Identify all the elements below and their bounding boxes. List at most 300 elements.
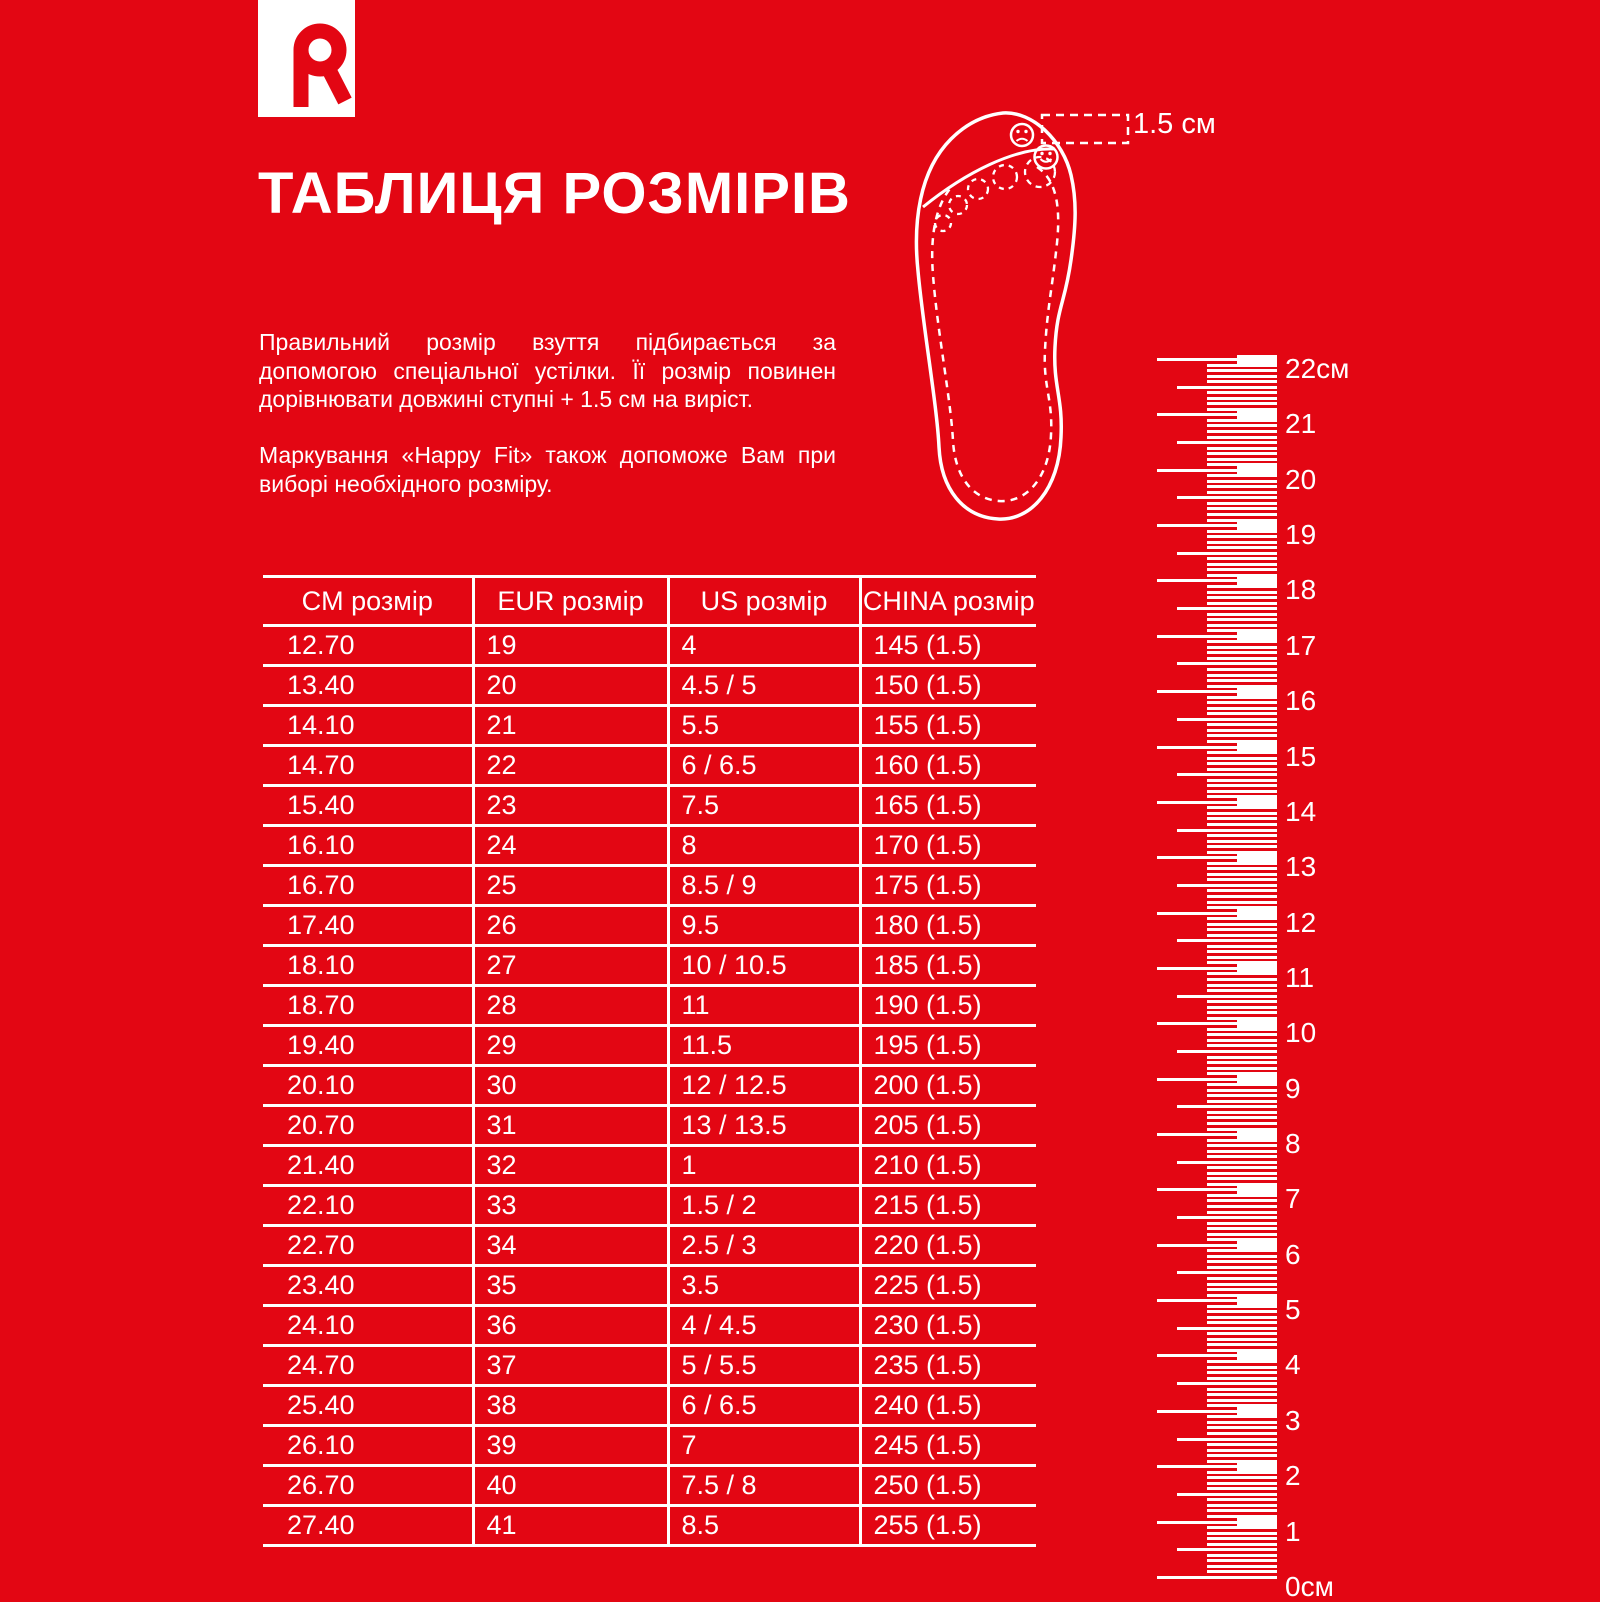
ruler-tick-mm — [1207, 1056, 1277, 1059]
table-cell: 4.5 / 5 — [668, 666, 860, 706]
ruler-tick-cm — [1157, 1299, 1237, 1302]
ruler-tick-mm — [1207, 1122, 1277, 1125]
table-cell: 22.10 — [263, 1186, 473, 1226]
ruler-tick-mm — [1207, 480, 1277, 483]
ruler-tick-mm — [1207, 507, 1277, 510]
table-cell: 6 / 6.5 — [668, 746, 860, 786]
table-cell: 27 — [473, 946, 668, 986]
ruler-tick-cm — [1157, 1188, 1237, 1191]
ruler-tick-mm — [1207, 1116, 1277, 1119]
ruler-tick-mm — [1207, 1509, 1277, 1512]
table-cell: 15.40 — [263, 786, 473, 826]
ruler-tick-cm — [1157, 524, 1237, 527]
table-cell: 25.40 — [263, 1386, 473, 1426]
table-cell: 205 (1.5) — [860, 1106, 1036, 1146]
ruler-tick-mm — [1207, 1343, 1277, 1346]
ruler-tick-mm — [1207, 1039, 1277, 1042]
table-cell: 19 — [473, 626, 668, 666]
ruler-tick-mm — [1207, 834, 1277, 837]
ruler-tick-mm — [1207, 557, 1277, 560]
table-row — [263, 1266, 1036, 1306]
ruler-tick-cm — [1157, 1354, 1237, 1357]
table-row — [263, 786, 1036, 826]
ruler-tick-mm — [1207, 657, 1277, 660]
ruler-tick-mm — [1207, 1543, 1277, 1546]
ruler-tick-halfcm — [1177, 441, 1277, 444]
table-cell: 160 (1.5) — [860, 746, 1036, 786]
ruler-tick-mm — [1207, 729, 1277, 732]
table-cell: 215 (1.5) — [860, 1186, 1036, 1226]
table-cell: 13 / 13.5 — [668, 1106, 860, 1146]
ruler-tick-mm — [1207, 452, 1277, 455]
ruler-tick-mm — [1207, 1199, 1277, 1202]
ruler-tick-mm — [1207, 541, 1277, 544]
ruler-tick-halfcm — [1177, 939, 1277, 942]
ruler-tick-mm — [1207, 1565, 1277, 1568]
ruler-label: 21 — [1285, 408, 1317, 440]
ruler-tick-halfcm — [1177, 1161, 1277, 1164]
ruler-tick-mm — [1207, 989, 1277, 992]
table-cell: 250 (1.5) — [860, 1466, 1036, 1506]
ruler-tick-cm — [1157, 1133, 1237, 1136]
table-cell: 23 — [473, 786, 668, 826]
ruler-tick-mm — [1207, 1471, 1277, 1474]
ruler-tick-cm — [1157, 801, 1237, 804]
ruler-tick-mm — [1207, 1155, 1277, 1158]
ruler-tick-mm — [1207, 1332, 1277, 1335]
ruler-tick-mm — [1207, 1487, 1277, 1490]
ruler-tick-mm — [1207, 1255, 1277, 1258]
table-cell: 16.70 — [263, 866, 473, 906]
ruler-tick-halfcm — [1177, 1438, 1277, 1441]
ruler-tick-mm — [1207, 613, 1277, 616]
ruler-tick-mm — [1207, 762, 1277, 765]
ruler-tick-halfcm — [1177, 1271, 1277, 1274]
ruler-tick-mm — [1207, 375, 1277, 378]
ruler-tick-mm — [1207, 1166, 1277, 1169]
table-cell: 22.70 — [263, 1226, 473, 1266]
ruler-tick-mm — [1207, 1094, 1277, 1097]
ruler-tick-mm — [1207, 397, 1277, 400]
ruler-tick-cm — [1157, 413, 1237, 416]
ruler-tick-mm — [1207, 1476, 1277, 1479]
ruler-tick-halfcm — [1177, 1105, 1277, 1108]
ruler-tick-mm — [1207, 679, 1277, 682]
table-cell: 7.5 / 8 — [668, 1466, 860, 1506]
table-cell: 17.40 — [263, 906, 473, 946]
column-header: CHINA розмір — [860, 577, 1036, 626]
ruler-tick-mm — [1207, 1227, 1277, 1230]
table-row — [263, 746, 1036, 786]
table-cell: 28 — [473, 986, 668, 1026]
ruler-tick-mm — [1207, 1222, 1277, 1225]
table-cell: 5 / 5.5 — [668, 1346, 860, 1386]
ruler-tick-mm — [1207, 369, 1277, 372]
table-row — [263, 1346, 1036, 1386]
ruler-tick-mm — [1207, 895, 1277, 898]
ruler-tick-mm — [1207, 419, 1277, 422]
ruler-tick-halfcm — [1177, 662, 1277, 665]
ruler-tick-mm — [1207, 1399, 1277, 1402]
ruler-tick-mm — [1207, 1498, 1277, 1501]
ruler-tick-mm — [1207, 491, 1277, 494]
table-cell: 20.10 — [263, 1066, 473, 1106]
ruler-tick-cm — [1157, 912, 1237, 915]
ruler-label: 13 — [1285, 851, 1317, 883]
ruler-tick-mm — [1207, 1570, 1277, 1573]
ruler-label: 3 — [1285, 1404, 1301, 1436]
ruler-tick-mm — [1207, 917, 1277, 920]
ruler-tick-mm — [1207, 1443, 1277, 1446]
table-cell: 8.5 / 9 — [668, 866, 860, 906]
table-cell: 230 (1.5) — [860, 1306, 1036, 1346]
ruler-tick-mm — [1207, 751, 1277, 754]
ruler-tick-mm — [1207, 845, 1277, 848]
ruler-tick-mm — [1207, 867, 1277, 870]
ruler-tick-cm — [1157, 1244, 1237, 1247]
ruler-tick-mm — [1207, 1033, 1277, 1036]
ruler-tick-mm — [1207, 1321, 1277, 1324]
table-row — [263, 866, 1036, 906]
ruler-tick-mm — [1207, 701, 1277, 704]
table-cell: 1.5 / 2 — [668, 1186, 860, 1226]
ruler-label: 22см — [1285, 353, 1350, 384]
table-cell: 240 (1.5) — [860, 1386, 1036, 1426]
ruler-tick-mm — [1207, 596, 1277, 599]
ruler-tick-mm — [1207, 817, 1277, 820]
ruler-tick-mm — [1207, 696, 1277, 699]
ruler-tick-mm — [1207, 790, 1277, 793]
table-cell: 8.5 — [668, 1506, 860, 1546]
ruler-tick-mm — [1207, 757, 1277, 760]
table-cell: 6 / 6.5 — [668, 1386, 860, 1426]
ruler-tick-mm — [1207, 1233, 1277, 1236]
table-cell: 185 (1.5) — [860, 946, 1036, 986]
table-row — [263, 1146, 1036, 1186]
table-cell: 150 (1.5) — [860, 666, 1036, 706]
ruler-tick-mm — [1207, 1426, 1277, 1429]
ruler-label: 16 — [1285, 685, 1317, 717]
table-cell: 190 (1.5) — [860, 986, 1036, 1026]
ruler-tick-mm — [1207, 585, 1277, 588]
ruler-tick-mm — [1207, 723, 1277, 726]
table-cell: 7.5 — [668, 786, 860, 826]
table-cell: 37 — [473, 1346, 668, 1386]
table-cell: 36 — [473, 1306, 668, 1346]
ruler-tick-mm — [1207, 1415, 1277, 1418]
ruler-tick-mm — [1207, 458, 1277, 461]
ruler-label: 18 — [1285, 574, 1317, 606]
table-cell: 3.5 — [668, 1266, 860, 1306]
table-cell: 14.70 — [263, 746, 473, 786]
table-cell: 26 — [473, 906, 668, 946]
ruler-tick-mm — [1207, 1150, 1277, 1153]
ruler-tick-mm — [1207, 1011, 1277, 1014]
table-cell: 21 — [473, 706, 668, 746]
ruler-tick-cm — [1157, 746, 1237, 749]
table-cell: 39 — [473, 1426, 668, 1466]
ruler-tick-mm — [1207, 972, 1277, 975]
ruler-tick-mm — [1207, 779, 1277, 782]
ruler-tick-mm — [1207, 1393, 1277, 1396]
ruler-tick-mm — [1207, 1083, 1277, 1086]
ruler-tick-mm — [1207, 1526, 1277, 1529]
column-header: EUR розмір — [473, 577, 668, 626]
ruler-tick-mm — [1207, 568, 1277, 571]
table-row — [263, 1066, 1036, 1106]
ruler-tick-halfcm — [1177, 496, 1277, 499]
intro-paragraph-1: Правильний розмір взуття підбирається за допомогою спеціальної устілки. Її розмір повинен дорівнювати довжині ступні + 1.5 см на виріст. — [259, 329, 836, 413]
ruler-tick-mm — [1207, 485, 1277, 488]
table-cell: 34 — [473, 1226, 668, 1266]
table-row — [263, 1306, 1036, 1346]
ruler-tick-mm — [1207, 1283, 1277, 1286]
table-cell: 24.10 — [263, 1306, 473, 1346]
ruler-label: 10 — [1285, 1017, 1317, 1049]
table-cell: 26.10 — [263, 1426, 473, 1466]
table-cell: 22 — [473, 746, 668, 786]
ruler-label: 8 — [1285, 1128, 1301, 1160]
ruler-tick-mm — [1207, 768, 1277, 771]
ruler-tick-mm — [1207, 784, 1277, 787]
ruler-tick-mm — [1207, 646, 1277, 649]
table-cell: 4 — [668, 626, 860, 666]
table-cell: 7 — [668, 1426, 860, 1466]
ruler-tick-cm — [1157, 1078, 1237, 1081]
ruler-tick-cm — [1157, 1022, 1237, 1025]
table-cell: 5.5 — [668, 706, 860, 746]
ruler-tick-mm — [1207, 1454, 1277, 1457]
ruler-tick-mm — [1207, 1360, 1277, 1363]
table-cell: 255 (1.5) — [860, 1506, 1036, 1546]
ruler-label: 14 — [1285, 795, 1317, 827]
ruler-tick-mm — [1207, 1028, 1277, 1031]
ruler-tick-halfcm — [1177, 1327, 1277, 1330]
ruler-tick-mm — [1207, 1044, 1277, 1047]
table-row — [263, 1186, 1036, 1226]
table-row — [263, 1466, 1036, 1506]
table-cell: 195 (1.5) — [860, 1026, 1036, 1066]
ruler-tick-mm — [1207, 1067, 1277, 1070]
ruler-label: 7 — [1285, 1183, 1301, 1215]
table-cell: 200 (1.5) — [860, 1066, 1036, 1106]
ruler-tick-mm — [1207, 624, 1277, 627]
ruler-tick-cm — [1157, 1410, 1237, 1413]
table-cell: 24.70 — [263, 1346, 473, 1386]
table-cell: 40 — [473, 1466, 668, 1506]
table-cell: 19.40 — [263, 1026, 473, 1066]
ruler-tick-mm — [1207, 1432, 1277, 1435]
ruler-tick-mm — [1207, 502, 1277, 505]
ruler-tick-halfcm — [1177, 1548, 1277, 1551]
ruler-tick-mm — [1207, 1266, 1277, 1269]
ruler-tick-mm — [1207, 878, 1277, 881]
ruler-tick-mm — [1207, 1388, 1277, 1391]
table-cell: 175 (1.5) — [860, 866, 1036, 906]
ruler-tick-mm — [1207, 806, 1277, 809]
ruler-tick-mm — [1207, 402, 1277, 405]
table-row — [263, 1426, 1036, 1466]
table-cell: 170 (1.5) — [860, 826, 1036, 866]
ruler-tick-halfcm — [1177, 995, 1277, 998]
ruler-label: 11 — [1285, 961, 1315, 993]
ruler-tick-mm — [1207, 1260, 1277, 1263]
ruler-tick-halfcm — [1177, 1216, 1277, 1219]
table-cell: 29 — [473, 1026, 668, 1066]
ruler-tick-mm — [1207, 1100, 1277, 1103]
table-cell: 210 (1.5) — [860, 1146, 1036, 1186]
table-row — [263, 826, 1036, 866]
ruler-label: 17 — [1285, 629, 1317, 661]
table-cell: 225 (1.5) — [860, 1266, 1036, 1306]
ruler-tick-mm — [1207, 563, 1277, 566]
ruler-tick-cm — [1157, 579, 1237, 582]
table-cell: 33 — [473, 1186, 668, 1226]
ruler-tick-mm — [1207, 1316, 1277, 1319]
ruler-tick-cm — [1157, 469, 1237, 472]
ruler-tick-mm — [1207, 1061, 1277, 1064]
column-header: CM розмір — [263, 577, 473, 626]
table-row — [263, 1026, 1036, 1066]
ruler-tick-cm — [1157, 1576, 1277, 1579]
ruler-tick-mm — [1207, 923, 1277, 926]
ruler-label: 9 — [1285, 1072, 1301, 1104]
ruler-tick-cm — [1157, 635, 1237, 638]
table-cell: 1 — [668, 1146, 860, 1186]
ruler-tick-halfcm — [1177, 386, 1277, 389]
ruler-tick-mm — [1207, 1144, 1277, 1147]
ruler-tick-halfcm — [1177, 607, 1277, 610]
table-cell: 245 (1.5) — [860, 1426, 1036, 1466]
page-title: ТАБЛИЦЯ РОЗМІРІВ — [258, 161, 851, 226]
table-cell: 35 — [473, 1266, 668, 1306]
table-row — [263, 906, 1036, 946]
ruler-tick-mm — [1207, 1006, 1277, 1009]
table-cell: 21.40 — [263, 1146, 473, 1186]
table-cell: 41 — [473, 1506, 668, 1546]
table-cell: 2.5 / 3 — [668, 1226, 860, 1266]
ruler-tick-mm — [1207, 1532, 1277, 1535]
ruler-tick-mm — [1207, 1377, 1277, 1380]
ruler-tick-mm — [1207, 1177, 1277, 1180]
ruler-tick-mm — [1207, 956, 1277, 959]
ruler-tick-cm — [1157, 967, 1237, 970]
table-cell: 11.5 — [668, 1026, 860, 1066]
ruler-tick-mm — [1207, 862, 1277, 865]
ruler-tick-mm — [1207, 1421, 1277, 1424]
ruler-tick-mm — [1207, 530, 1277, 533]
ruler-tick-mm — [1207, 1111, 1277, 1114]
ruler-tick-mm — [1207, 1504, 1277, 1507]
table-cell: 155 (1.5) — [860, 706, 1036, 746]
ruler-tick-mm — [1207, 674, 1277, 677]
ruler-tick-halfcm — [1177, 1382, 1277, 1385]
table-cell: 165 (1.5) — [860, 786, 1036, 826]
ruler-tick-halfcm — [1177, 829, 1277, 832]
ruler-tick-halfcm — [1177, 552, 1277, 555]
ruler-tick-mm — [1207, 928, 1277, 931]
ruler-tick-mm — [1207, 1554, 1277, 1557]
ruler-tick-mm — [1207, 602, 1277, 605]
ruler-tick-mm — [1207, 391, 1277, 394]
ruler-tick-mm — [1207, 812, 1277, 815]
ruler-tick-mm — [1207, 618, 1277, 621]
ruler-tick-mm — [1207, 950, 1277, 953]
table-row — [263, 706, 1036, 746]
ruler-tick-mm — [1207, 513, 1277, 516]
ruler-label: 20 — [1285, 463, 1317, 495]
table-cell: 24 — [473, 826, 668, 866]
ruler-tick-mm — [1207, 945, 1277, 948]
table-cell: 27.40 — [263, 1506, 473, 1546]
ruler-tick-mm — [1207, 1172, 1277, 1175]
ruler-tick-mm — [1207, 1205, 1277, 1208]
table-cell: 13.40 — [263, 666, 473, 706]
ruler-label: 5 — [1285, 1294, 1301, 1326]
ruler-tick-mm — [1207, 1288, 1277, 1291]
ruler-tick-mm — [1207, 1211, 1277, 1214]
table-row — [263, 1226, 1036, 1266]
ruler-tick-mm — [1207, 535, 1277, 538]
ruler-tick-halfcm — [1177, 1493, 1277, 1496]
ruler-tick-mm — [1207, 640, 1277, 643]
table-cell: 220 (1.5) — [860, 1226, 1036, 1266]
table-cell: 18.10 — [263, 946, 473, 986]
size-table-header — [263, 577, 1036, 626]
ruler-tick-cm — [1157, 358, 1237, 361]
table-cell: 26.70 — [263, 1466, 473, 1506]
ruler-tick-mm — [1207, 474, 1277, 477]
ruler-tick-mm — [1207, 1371, 1277, 1374]
table-cell: 23.40 — [263, 1266, 473, 1306]
ruler-label: 15 — [1285, 740, 1317, 772]
ruler-tick-mm — [1207, 984, 1277, 987]
table-row — [263, 1386, 1036, 1426]
table-cell: 38 — [473, 1386, 668, 1426]
ruler-tick-mm — [1207, 712, 1277, 715]
table-cell: 8 — [668, 826, 860, 866]
ruler-tick-mm — [1207, 734, 1277, 737]
table-cell: 180 (1.5) — [860, 906, 1036, 946]
ruler-label: 6 — [1285, 1238, 1301, 1270]
table-cell: 9.5 — [668, 906, 860, 946]
ruler-tick-mm — [1207, 1310, 1277, 1313]
table-cell: 14.10 — [263, 706, 473, 746]
ruler-tick-mm — [1207, 668, 1277, 671]
table-row — [263, 666, 1036, 706]
ruler-tick-halfcm — [1177, 884, 1277, 887]
ruler-tick-cm — [1157, 1465, 1237, 1468]
ruler-tick-mm — [1207, 1305, 1277, 1308]
ruler-label: 4 — [1285, 1349, 1301, 1381]
ruler-label: 1 — [1285, 1515, 1301, 1547]
ruler-tick-mm — [1207, 901, 1277, 904]
ruler-tick-mm — [1207, 707, 1277, 710]
ruler-tick-mm — [1207, 1537, 1277, 1540]
table-cell: 32 — [473, 1146, 668, 1186]
ruler-tick-mm — [1207, 1277, 1277, 1280]
table-row — [263, 946, 1036, 986]
table-cell: 30 — [473, 1066, 668, 1106]
ruler-tick-cm — [1157, 690, 1237, 693]
ruler-tick-mm — [1207, 591, 1277, 594]
ruler-tick-mm — [1207, 1249, 1277, 1252]
ruler-tick-mm — [1207, 1000, 1277, 1003]
column-header: US розмір — [668, 577, 860, 626]
ruler-label: 0см — [1285, 1570, 1334, 1602]
ruler-tick-mm — [1207, 1366, 1277, 1369]
ruler-tick-halfcm — [1177, 718, 1277, 721]
